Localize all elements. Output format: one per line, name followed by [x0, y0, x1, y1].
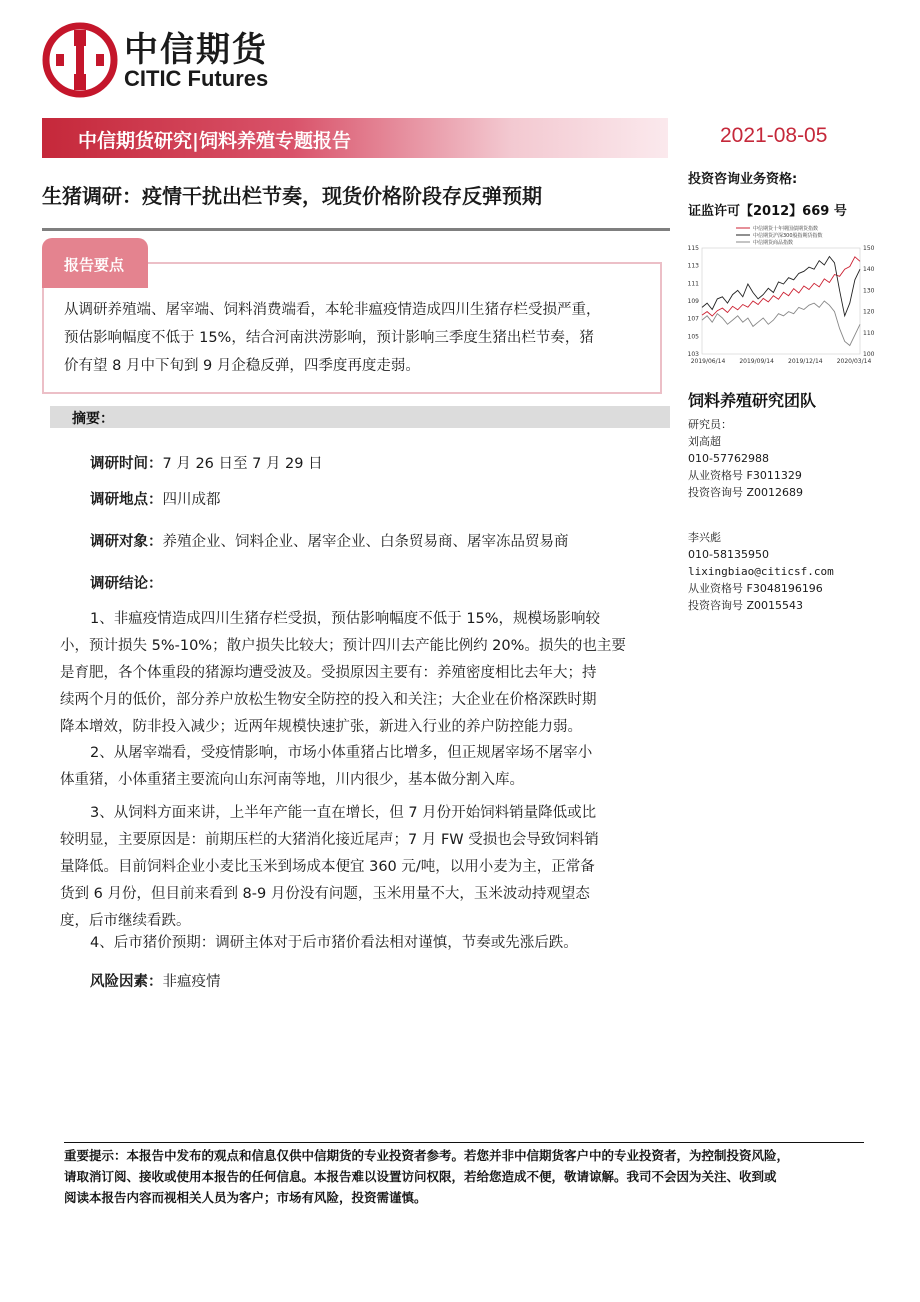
brand-name-cn: 中信期货: [124, 30, 268, 70]
chart-legend-label: 中信期货十年期国债期货指数: [753, 226, 819, 232]
analyst-license: 从业资格号 F3011329: [688, 469, 802, 482]
disclaimer-line: 阅读本报告内容而视相关人员为客户；市场有风险，投资需谨慎。: [64, 1190, 427, 1205]
research-target: [90, 530, 569, 551]
research-time-value: 7 月 26 日至 7 月 29 日: [162, 456, 323, 472]
paragraph-line: 4、后市猪价预期：调研主体对于后市猪价看法相对谨慎，节奏或先涨后跌。: [90, 935, 578, 951]
research-place-value: 四川成都: [162, 492, 221, 508]
citic-logo-icon: [42, 22, 118, 98]
analyst-email[interactable]: lixingbiao@citicsf.com: [688, 565, 834, 578]
brand-name-en: CITIC Futures: [124, 66, 269, 91]
conclusion-paragraph-1: [60, 606, 646, 741]
qualification-label: 投资咨询业务资格:: [688, 172, 798, 187]
paragraph-line: 续两个月的低价，部分养户放松生物安全防控的投入和关注；大企业在价格深跌时期: [60, 692, 597, 708]
report-title: 生猪调研：疫情干扰出栏节奏，现货价格阶段存反弹预期: [42, 184, 542, 208]
research-target-label: 调研对象：: [90, 534, 163, 550]
chart-right-tick-label: 130: [863, 287, 875, 295]
paragraph-line: 较明显，主要原因是：前期压栏的大猪消化接近尾声；7 月 FW 受损也会导致饲料销: [60, 832, 599, 848]
analyst-block-2: [688, 529, 834, 614]
analyst-phone: 010-58135950: [688, 548, 769, 561]
chart-left-tick-label: 115: [687, 245, 699, 252]
chart-series-line: [702, 257, 860, 316]
chart-right-tick-label: 140: [863, 266, 875, 274]
key-points-label: 报告要点: [64, 256, 125, 274]
risk-factor-label: 风险因素：: [90, 974, 163, 990]
conclusion-paragraph-2: [60, 740, 646, 794]
summary-bar: [50, 406, 670, 428]
banner-title: 中信期货研究|饲料养殖专题报告: [78, 130, 351, 152]
qualification-value: 证监许可【2012】669 号: [688, 204, 847, 219]
index-chart-svg: [680, 222, 880, 374]
chart-legend-label: 中信期货沪深300股指期货指数: [753, 233, 823, 239]
risk-factor: [90, 970, 221, 991]
conclusion-label: 调研结论：: [90, 576, 163, 592]
key-points-line: 从调研养殖端、屠宰端、饲料消费端看，本轮非瘟疫情造成四川生猪存栏受损严重，: [64, 302, 601, 318]
analyst-advisory-license: 投资咨询号 Z0012689: [688, 486, 804, 499]
paragraph-line: 小，预计损失 5%-10%；散户损失比较大；预计四川去产能比例约 20%。损失的也主要: [60, 638, 626, 654]
paragraph-line: 体重猪，小体重猪主要流向山东河南等地，川内很少，基本做分割入库。: [60, 772, 524, 788]
paragraph-line: 降本增效，防非投入减少；近两年规模快速扩张，新进入行业的养户防控能力弱。: [60, 719, 582, 735]
risk-factor-value: 非瘟疫情: [162, 974, 221, 990]
key-points-line: 价有望 8 月中下旬到 9 月企稳反弹，四季度再度走弱。: [64, 358, 420, 374]
chart-x-tick-label: 2019/12/14: [788, 358, 823, 365]
analyst-advisory-license: 投资咨询号 Z0015543: [688, 599, 804, 612]
conclusion-paragraph-4: [90, 930, 646, 957]
analyst-name: 刘高超: [688, 435, 721, 448]
research-time: [90, 452, 323, 473]
chart-left-tick-label: 111: [687, 280, 699, 288]
team-title: 饲料养殖研究团队: [688, 391, 817, 410]
analyst-license: 从业资格号 F3048196196: [688, 582, 823, 595]
paragraph-line: 2、从屠宰端看，受疫情影响，市场小体重猪占比增多，但正规屠宰场不屠宰小: [90, 745, 593, 761]
paragraph-line: 度，后市继续看跌。: [60, 913, 191, 929]
report-date: 2021-08-05: [720, 124, 828, 147]
research-place-label: 调研地点：: [90, 492, 163, 508]
disclaimer-line: 重要提示：本报告中发布的观点和信息仅供中信期货的专业投资者参考。若您并非中信期货客户中的专业投资者，为控制投资风险，: [64, 1148, 790, 1163]
title-divider: [42, 228, 670, 231]
analyst-block-1: [688, 416, 803, 501]
key-points-line: 预估影响幅度不低于 15%，结合河南洪涝影响，预计影响三季度生猪出栏节奏，猪: [64, 330, 594, 346]
chart-x-tick-label: 2019/09/14: [739, 358, 774, 365]
chart-left-tick-label: 109: [687, 298, 699, 305]
paragraph-line: 1、非瘟疫情造成四川生猪存栏受损，预估影响幅度不低于 15%，规模场影响较: [90, 611, 601, 627]
chart-left-tick-label: 105: [687, 333, 699, 341]
analyst-role: 研究员：: [688, 418, 732, 431]
paragraph-line: 是育肥，各个体重段的猪源均遭受波及。受损原因主要有：养殖密度相比去年大；持: [60, 665, 597, 681]
key-points-text: [64, 296, 654, 380]
chart-left-tick-label: 113: [687, 262, 699, 270]
report-banner: [42, 118, 668, 158]
chart-left-tick-label: 107: [687, 315, 699, 323]
chart-right-tick-label: 110: [863, 329, 875, 337]
chart-x-tick-label: 2020/03/14: [836, 358, 872, 365]
key-points-tab: [42, 238, 148, 288]
chart-right-tick-label: 120: [863, 308, 875, 316]
analyst-name: 李兴彪: [688, 531, 721, 544]
research-place: [90, 488, 221, 509]
citic-logo: [42, 22, 302, 102]
conclusion-paragraph-3: [60, 800, 646, 935]
index-chart: [680, 222, 880, 374]
chart-series-line: [702, 257, 860, 316]
paragraph-line: 3、从饲料方面来讲，上半年产能一直在增长，但 7 月份开始饲料销量降低或比: [90, 805, 597, 821]
disclaimer: [64, 1142, 864, 1208]
summary-label: 摘要：: [72, 411, 114, 427]
paragraph-line: 量降低。目前饲料企业小麦比玉米到场成本便宜 360 元/吨，以用小麦为主，正常备: [60, 859, 595, 875]
paragraph-line: 货到 6 月份，但目前来看到 8-9 月份没有问题，玉米用量不大，玉米波动持观望态: [60, 886, 590, 902]
chart-x-tick-label: 2019/06/14: [690, 358, 726, 365]
chart-right-tick-label: 100: [863, 351, 875, 358]
chart-left-tick-label: 103: [687, 351, 699, 358]
chart-legend-label: 中信期货商品指数: [753, 240, 794, 246]
chart-series-line: [702, 301, 860, 346]
research-target-value: 养殖企业、饲料企业、屠宰企业、白条贸易商、屠宰冻品贸易商: [162, 534, 569, 550]
analyst-phone: 010-57762988: [688, 452, 769, 465]
disclaimer-line: 请取消订阅、接收或使用本报告的任何信息。本报告难以设置访问权限，若给您造成不便，敬请谅解。我司不会因为关注、收到或: [64, 1169, 777, 1184]
research-time-label: 调研时间：: [90, 456, 163, 472]
chart-right-tick-label: 150: [863, 245, 875, 252]
